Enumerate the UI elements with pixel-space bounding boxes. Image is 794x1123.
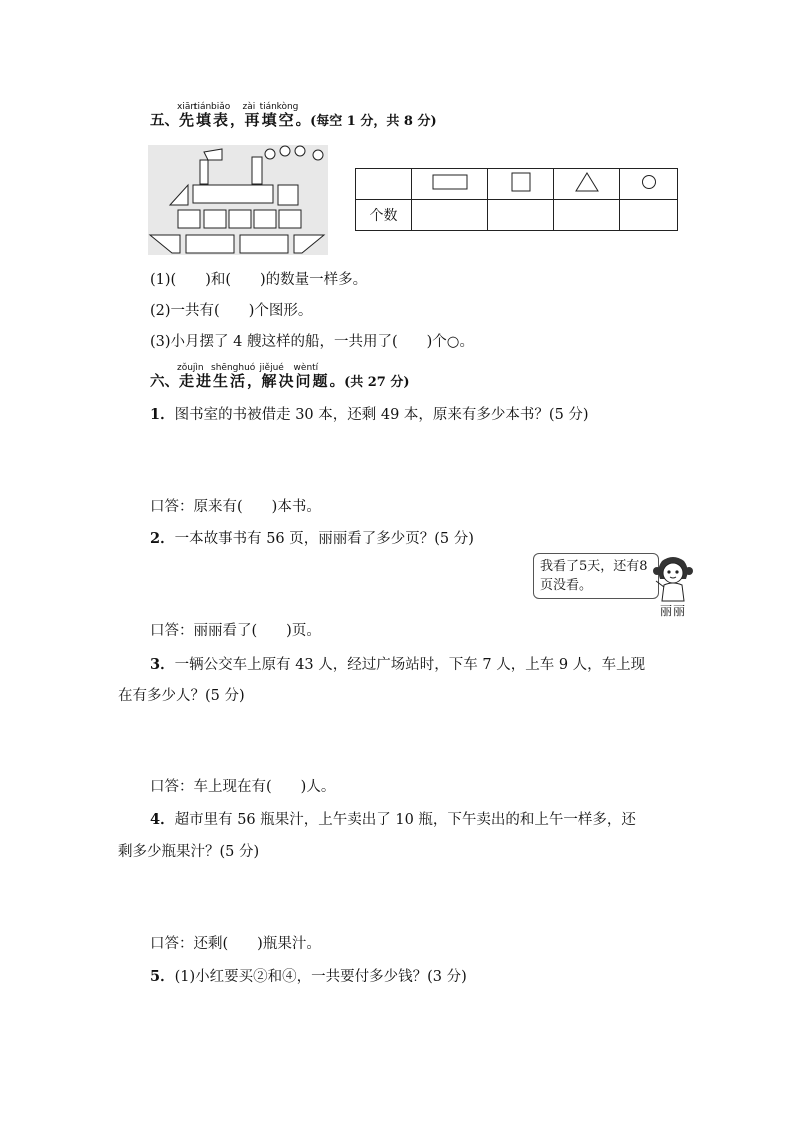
punct: 。 bbox=[329, 373, 345, 390]
table-cell-square bbox=[488, 169, 554, 200]
hull-rect-2 bbox=[240, 235, 288, 253]
hanzi: 问题 bbox=[295, 372, 330, 390]
problem-4-continued: 剩多少瓶果汁？(5 分) bbox=[118, 844, 260, 860]
ship-figure bbox=[148, 145, 328, 255]
problem-4 bbox=[150, 810, 636, 830]
hanzi: 生活 bbox=[213, 372, 248, 390]
problem-text: (1)小红要买②和④，一共要付多少钱？(3 分) bbox=[174, 969, 467, 985]
problem-number: 4． bbox=[150, 811, 175, 828]
problem-text: 图书室的书被借走 30 本，还剩 49 本，原来有多少本书？(5 分) bbox=[174, 407, 589, 423]
problem-number: 1． bbox=[150, 406, 175, 423]
problem-number: 3． bbox=[150, 656, 175, 673]
table-row bbox=[356, 169, 678, 200]
speech-bubble: 我看了5天，还有8页没看。 bbox=[533, 553, 659, 599]
pinyin: xiān bbox=[177, 102, 197, 112]
ruby-word bbox=[259, 363, 296, 391]
hanzi: 再 bbox=[244, 111, 262, 129]
count-label: 个数 bbox=[356, 200, 412, 231]
ruby-word bbox=[211, 102, 231, 130]
chimney-left bbox=[200, 160, 208, 184]
hanzi: 先 bbox=[179, 111, 197, 129]
answer-cell[interactable] bbox=[554, 200, 620, 231]
section6-heading bbox=[150, 363, 410, 393]
pinyin: zài bbox=[242, 102, 256, 112]
pinyin: kòng bbox=[276, 102, 299, 112]
pinyin: zǒujìn bbox=[177, 363, 204, 373]
table-cell-circle bbox=[620, 169, 678, 200]
pinyin: jiějué bbox=[259, 363, 284, 373]
triangle-icon bbox=[575, 172, 599, 192]
problem-3 bbox=[150, 655, 645, 675]
section6-number: 六、 bbox=[150, 373, 179, 390]
girl-name: 丽丽 bbox=[660, 604, 687, 618]
girl-illustration bbox=[652, 555, 694, 607]
hull-rect-1 bbox=[186, 235, 234, 253]
rectangle-icon bbox=[432, 174, 468, 190]
pinyin: biǎo bbox=[211, 102, 231, 112]
chimney-right bbox=[252, 157, 262, 184]
answer-cell[interactable] bbox=[412, 200, 488, 231]
square-4 bbox=[254, 210, 276, 228]
problem-number: 5． bbox=[150, 968, 175, 985]
problem-text: 超市里有 56 瓶果汁，上午卖出了 10 瓶，下午卖出的和上午一样多，还 bbox=[174, 812, 636, 828]
answer-2: 口答：丽丽看了( )页。 bbox=[150, 623, 321, 639]
ruby-word bbox=[276, 102, 299, 130]
hanzi: 走进 bbox=[179, 372, 214, 390]
square-3 bbox=[229, 210, 251, 228]
section5-question-1: (1)( )和( )的数量一样多。 bbox=[150, 272, 368, 288]
square-icon bbox=[511, 172, 531, 192]
problem-text: 一辆公交车上原有 43 人，经过广场站时，下车 7 人，上车 9 人，车上现 bbox=[174, 657, 646, 673]
answer-cell[interactable] bbox=[488, 200, 554, 231]
section5-score: (每空 1 分，共 8 分) bbox=[310, 114, 437, 129]
punct: ， bbox=[247, 373, 262, 390]
pinyin: shēnghuó bbox=[211, 363, 256, 373]
punct: 。 bbox=[295, 112, 311, 129]
circle-3 bbox=[295, 146, 305, 156]
hanzi: 空 bbox=[278, 111, 296, 129]
problem-1 bbox=[150, 405, 589, 425]
answer-cell[interactable] bbox=[620, 200, 678, 231]
ruby-word bbox=[211, 363, 256, 391]
table-cell-blank bbox=[356, 169, 412, 200]
section5-question-2: (2)一共有( )个图形。 bbox=[150, 303, 313, 319]
answer-3: 口答：车上现在有( )人。 bbox=[150, 779, 336, 795]
section5-heading bbox=[150, 102, 437, 132]
hanzi: 解决 bbox=[261, 372, 296, 390]
circle-icon bbox=[641, 174, 657, 190]
hanzi: 填 bbox=[196, 111, 214, 129]
ruby-word bbox=[293, 363, 330, 391]
pinyin: wèntí bbox=[293, 363, 319, 373]
upper-deck-rect bbox=[193, 185, 273, 203]
circle-2 bbox=[280, 146, 290, 156]
table-cell-rectangle bbox=[412, 169, 488, 200]
circle-1 bbox=[265, 149, 275, 159]
problem-number: 2． bbox=[150, 530, 175, 547]
problem-5 bbox=[150, 967, 467, 987]
square-1 bbox=[178, 210, 200, 228]
circle-4 bbox=[313, 150, 323, 160]
section5-number: 五、 bbox=[150, 112, 179, 129]
pinyin: tián bbox=[194, 102, 212, 112]
answer-1: 口答：原来有( )本书。 bbox=[150, 499, 321, 515]
problem-2 bbox=[150, 529, 474, 549]
punct: ， bbox=[230, 112, 245, 129]
hanzi: 填 bbox=[261, 111, 279, 129]
section5-question-3: (3)小月摆了 4 艘这样的船，一共用了( )个○。 bbox=[150, 334, 474, 350]
problem-3-continued: 在有多少人？(5 分) bbox=[118, 688, 245, 704]
ruby-word bbox=[177, 363, 214, 391]
shape-count-table bbox=[355, 168, 678, 231]
square-5 bbox=[279, 210, 301, 228]
square-2 bbox=[204, 210, 226, 228]
square-upper-right bbox=[278, 185, 298, 205]
pinyin: tián bbox=[259, 102, 277, 112]
section6-score: (共 27 分) bbox=[344, 375, 410, 390]
table-row bbox=[356, 200, 678, 231]
problem-text: 一本故事书有 56 页，丽丽看了多少页？(5 分) bbox=[174, 531, 474, 547]
table-cell-triangle bbox=[554, 169, 620, 200]
answer-4: 口答：还剩( )瓶果汁。 bbox=[150, 936, 321, 952]
hanzi: 表 bbox=[213, 111, 231, 129]
